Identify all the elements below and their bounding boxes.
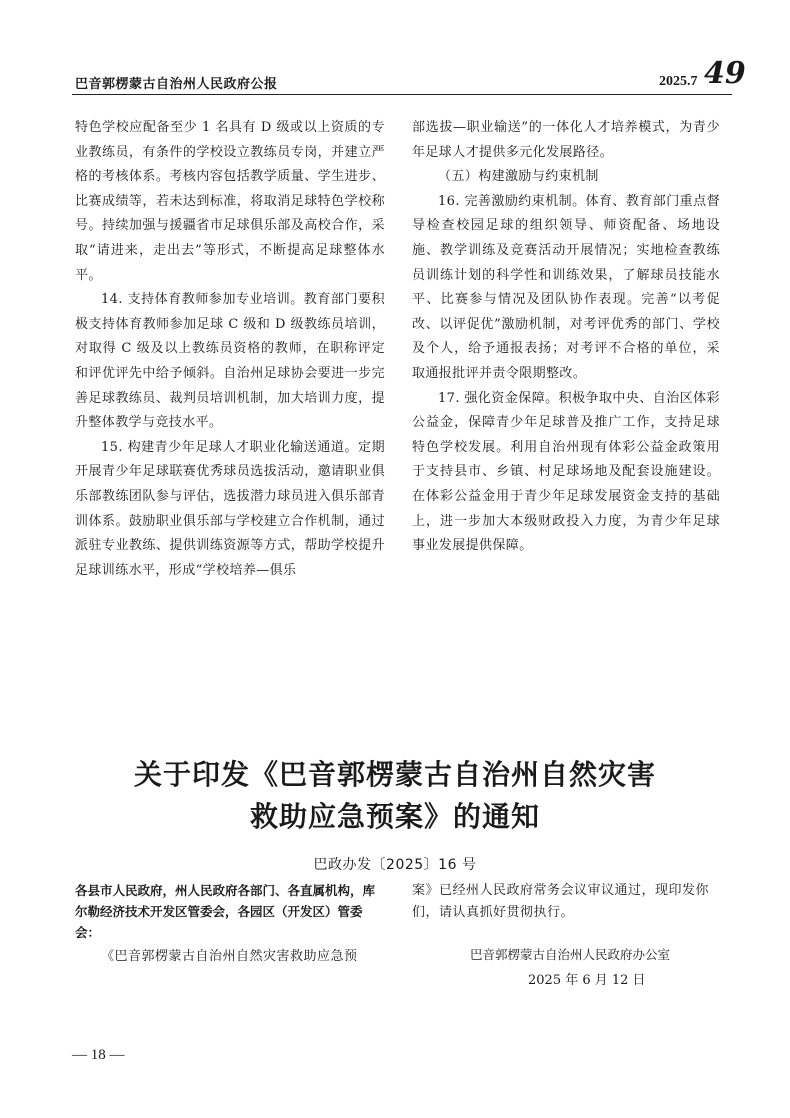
right-column [412,116,720,559]
document-number: 巴政办发〔2025〕16 号 [313,857,477,873]
header-divider [72,94,732,95]
header-page-number: 49 [704,56,746,91]
paragraph-item-17: 17. 强化资金保障。积极争取中央、自治区体彩公益金，保障青少年足球普及推广工作，支持足球特色学校发展。利用自治州现有体彩公益金政策用于支持县市、乡镇、村足球场地及配套设施建设。在体彩公益金用于青少年足球发展资金支持的基础上，进一步加大本级财政投入力度，为青少年足球事业发展提供保障。 [412,390,720,554]
addressee: 各县市人民政府，州人民政府各部门、各直属机构，库尔勒经济技术开发区管委会，各园区（开发区）管委会： [75,883,376,940]
notice-title-line1: 关于印发《巴音郭楞蒙古自治州自然灾害 [133,758,656,791]
issue-date: 2025 年 6 月 12 日 [528,973,646,988]
footer-page-number: — 18 — [72,1047,125,1063]
section-heading-5: （五）构建激励与约束机制 [438,169,599,185]
paragraph-item-15: 15. 构建青少年足球人才职业化输送通道。定期开展青少年足球联赛优秀球员选拔活动，邀请职业俱乐部教练团队参与评估，选拔潜力球员进入俱乐部青训体系。鼓励职业俱乐部与学校建立合作机制，通过派驻专业教练、提供训练资源等方式，帮助学校提升足球训练水平，形成“学校培养—俱乐 [75,439,385,578]
left-column [75,116,385,583]
notice-body-right: 案》已经州人民政府常务会议审议通过，现印发你们，请认真抓好贯彻执行。 [412,883,710,920]
notice-title [0,754,790,838]
paragraph-continued: 特色学校应配备至少 1 名具有 D 级或以上资质的专业教练员，有条件的学校设立教练员专岗，并建立严格的考核体系。考核内容包括教学质量、学生进步、比赛成绩等，若未达到标准，将取消足球特色学校称号。持续加强与援疆省市足球俱乐部及高校合作，采取“请进来，走出去”等形式，不断提高足球整体水平。 [75,120,385,283]
publication-title: 巴音郭楞蒙古自治州人民政府公报 [75,77,278,92]
paragraph-item-16: 16. 完善激励约束机制。体育、教育部门重点督导检查校园足球的组织领导、师资配备、场地设施、教学训练及竞赛活动开展情况；实地检查教练员训练计划的科学性和训练效果，了解球员技能水平、比赛参与情况及团队协作表现。完善“以考促改、以评促优”激励机制，对考评优秀的部门、学校及个人，给予通报表扬；对考评不合格的单位，采取通报批评并责令限期整改。 [412,193,720,381]
notice-title-line2: 救助应急预案》的通知 [249,800,540,833]
paragraph-continued-right: 部选拔—职业输送”的一体化人才培养模式，为青少年足球人才提供多元化发展路径。 [412,120,720,160]
paragraph-item-14: 14. 支持体育教师参加专业培训。教育部门要积极支持体育教师参加足球 C 级和 D 级教练员培训，对取得 C 级及以上教练员资格的教师，在职称评定和评优评先中给予倾斜。自治州足球协会要进一步完善足球教练员、裁判员培训机制，加大培训力度，提升整体教学与竞技水平。 [75,292,385,431]
issuing-office: 巴音郭楞蒙古自治州人民政府办公室 [470,947,671,962]
issue-number: 2025.7 [659,74,698,89]
notice-body-left: 《巴音郭楞蒙古自治州自然灾害救助应急预 [101,949,358,964]
